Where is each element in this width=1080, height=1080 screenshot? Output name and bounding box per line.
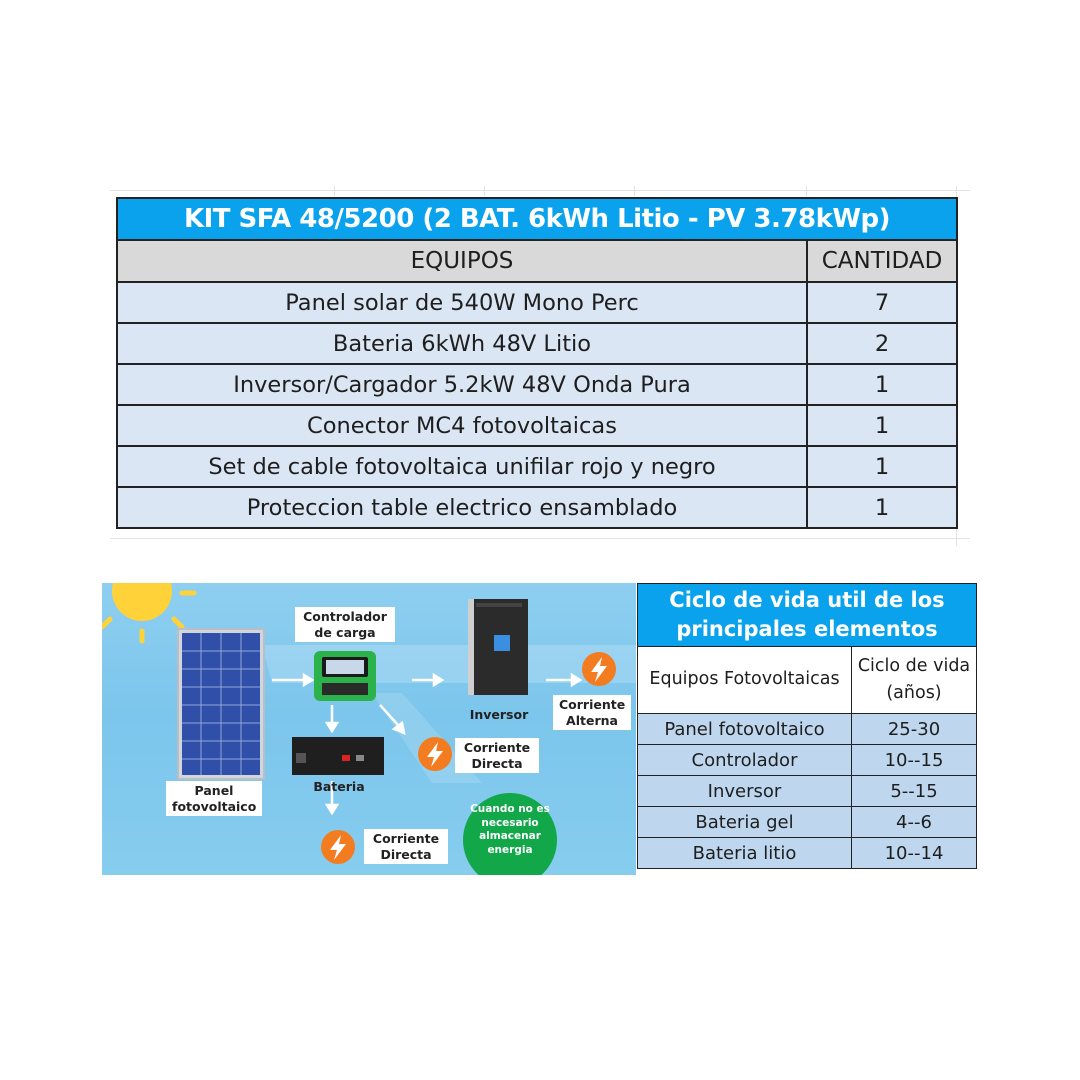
quantity-cell: 1	[807, 446, 957, 487]
solar-system-diagram	[102, 583, 636, 875]
life-cell: 10--15	[852, 745, 977, 776]
equipment-cell: Bateria litio	[638, 838, 852, 869]
equipment-cell: Bateria 6kWh 48V Litio	[117, 323, 807, 364]
quantity-cell: 1	[807, 405, 957, 446]
table-row	[638, 838, 977, 869]
lightning-icon	[418, 737, 452, 771]
lightning-icon	[582, 652, 616, 686]
lightning-icon	[321, 830, 355, 864]
ac-label: Corriente Alterna	[553, 695, 631, 730]
kit-header-row	[117, 240, 957, 282]
life-cell: 25-30	[852, 714, 977, 745]
dc-label-mid: Corriente Directa	[455, 738, 539, 773]
no-storage-note: Cuando no es necesario almacenar energia	[470, 803, 550, 856]
sheet-gridline	[484, 186, 485, 196]
life-title-row	[638, 584, 977, 647]
header-equipment: EQUIPOS	[117, 240, 807, 282]
life-cell: 10--14	[852, 838, 977, 869]
sheet-gridline	[634, 186, 635, 196]
sheet-gridline	[334, 186, 335, 196]
life-header-row	[638, 647, 977, 714]
life-title: Ciclo de vida util de los principales elementos	[638, 584, 977, 647]
table-row	[638, 807, 977, 838]
equipment-cell: Bateria gel	[638, 807, 852, 838]
equipment-cell: Panel fotovoltaico	[638, 714, 852, 745]
header-equipment: Equipos Fotovoltaicas	[638, 647, 852, 714]
table-row	[638, 745, 977, 776]
table-row	[638, 714, 977, 745]
life-cell: 5--15	[852, 776, 977, 807]
kit-title: KIT SFA 48/5200 (2 BAT. 6kWh Litio - PV 3.78kWp)	[117, 198, 957, 240]
equipment-cell: Proteccion table electrico ensamblado	[117, 487, 807, 528]
table-row	[117, 446, 957, 487]
life-cycle-table	[637, 583, 977, 869]
inverter-label: Inversor	[469, 707, 529, 722]
equipment-cell: Controlador	[638, 745, 852, 776]
sheet-gridline	[806, 186, 807, 196]
panel-label: Panel fotovoltaico	[166, 781, 262, 816]
life-cell: 4--6	[852, 807, 977, 838]
header-quantity: CANTIDAD	[807, 240, 957, 282]
dc-label-bottom: Corriente Directa	[364, 829, 448, 864]
equipment-cell: Set de cable fotovoltaica unifilar rojo y negro	[117, 446, 807, 487]
flow-arrow	[327, 705, 337, 731]
table-row	[117, 364, 957, 405]
quantity-cell: 7	[807, 282, 957, 323]
table-row	[117, 282, 957, 323]
quantity-cell: 1	[807, 364, 957, 405]
equipment-cell: Inversor	[638, 776, 852, 807]
equipment-cell: Conector MC4 fotovoltaicas	[117, 405, 807, 446]
header-life: Ciclo de vida (años)	[852, 647, 977, 714]
quantity-cell: 1	[807, 487, 957, 528]
battery-label: Bateria	[313, 779, 365, 794]
inverter-icon	[468, 599, 528, 695]
controller-label: Controlador de carga	[295, 607, 395, 642]
equipment-cell: Inversor/Cargador 5.2kW 48V Onda Pura	[117, 364, 807, 405]
kit-table	[116, 197, 958, 529]
table-row	[117, 487, 957, 528]
quantity-cell: 2	[807, 323, 957, 364]
sheet-gridline	[110, 190, 970, 191]
kit-title-row	[117, 198, 957, 240]
table-row	[117, 323, 957, 364]
charge-controller-icon	[314, 651, 376, 701]
sheet-gridline	[110, 538, 970, 539]
equipment-cell: Panel solar de 540W Mono Perc	[117, 282, 807, 323]
battery-icon	[292, 737, 384, 775]
table-row	[117, 405, 957, 446]
table-row	[638, 776, 977, 807]
solar-panel-icon	[178, 629, 264, 779]
